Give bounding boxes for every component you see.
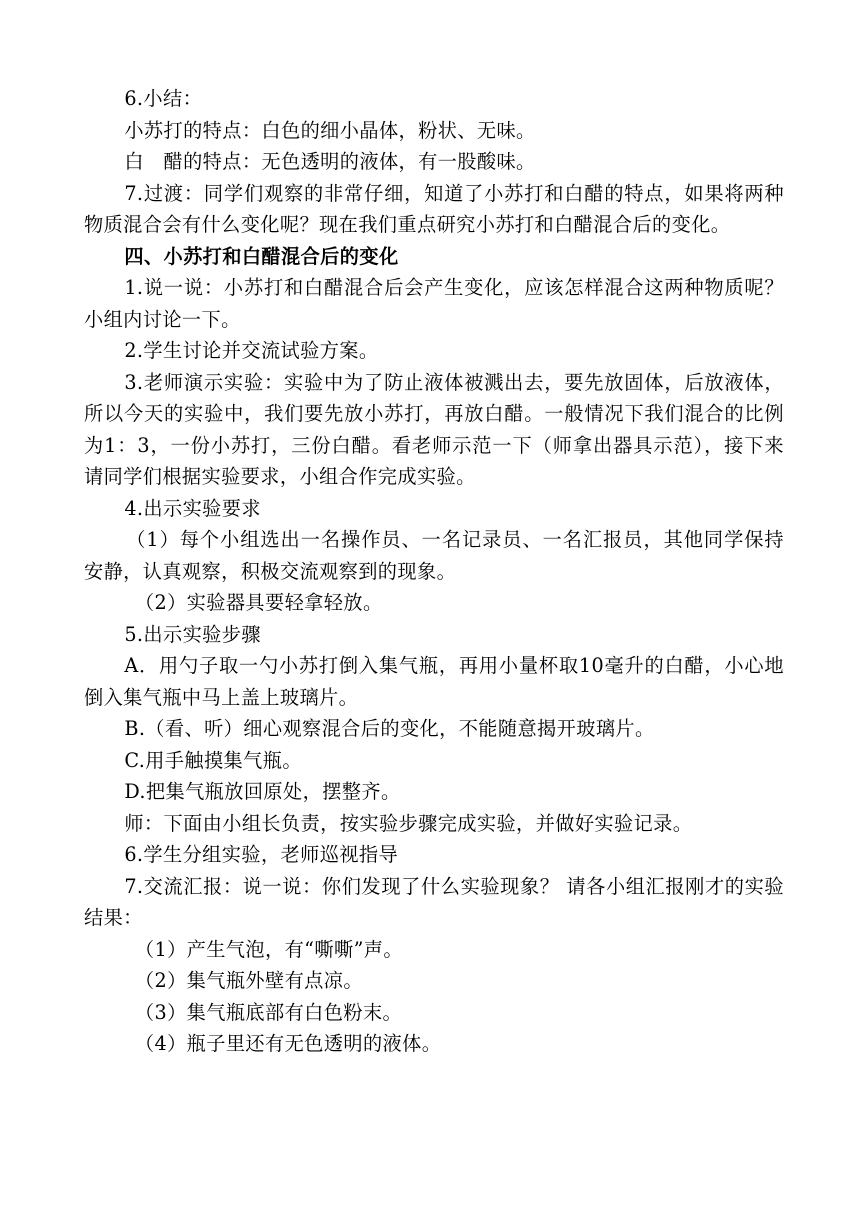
list-item-result-3: （3）集气瓶底部有白色粉末。 — [134, 1000, 403, 1024]
paragraph-summary-label: 6.小结： — [124, 87, 203, 110]
list-item-step-a: A．用勺子取一勺小苏打倒入集气瓶，再用小量杯取10毫升的白醋，小心地倒入集气瓶中马上盖上玻璃片。 — [84, 654, 784, 709]
paragraph-student-discussion: 2.学生讨论并交流试验方案。 — [124, 339, 379, 362]
paragraph-baking-soda-features: 小苏打的特点：白色的细小晶体，粉状、无味。 — [124, 118, 536, 142]
list-item-step-c: C.用手触摸集气瓶。 — [124, 748, 302, 772]
list-item-result-4: （4）瓶子里还有无色透明的液体。 — [134, 1032, 442, 1055]
list-item-step-d: D.把集气瓶放回原处，摆整齐。 — [124, 780, 401, 803]
paragraph-transition: 7.过渡：同学们观察的非常仔细，知道了小苏打和白醋的特点，如果将两种物质混合会有什么变化呢？现在我们重点研究小苏打和白醋混合后的变化。 — [84, 181, 784, 236]
paragraph-group-experiment: 6.学生分组实验，老师巡视指导 — [124, 843, 399, 866]
paragraph-vinegar-features: 白 醋的特点：无色透明的液体，有一股酸味。 — [124, 150, 536, 173]
paragraph-report: 7.交流汇报：说一说：你们发现了什么实验现象？ 请各小组汇报刚才的实验结果： — [84, 874, 784, 929]
paragraph-requirements-title: 4.出示实验要求 — [124, 496, 261, 520]
list-item-result-2: （2）集气瓶外壁有点凉。 — [134, 969, 363, 992]
list-item-requirement-2: （2）实验器具要轻拿轻放。 — [134, 591, 383, 614]
paragraph-steps-title: 5.出示实验步骤 — [124, 622, 261, 646]
document-page — [84, 83, 784, 1060]
list-item-requirement-1: （1）每个小组选出一名操作员、一名记录员、一名汇报员，其他同学保持安静，认真观察，积极交流观察到的现象。 — [84, 528, 784, 583]
section-heading-mixing: 四、小苏打和白醋混合后的变化 — [124, 244, 399, 268]
paragraph-teacher-instruction: 师：下面由小组长负责，按实验步骤完成实验，并做好实验记录。 — [124, 811, 693, 835]
paragraph-discuss: 1.说一说：小苏打和白醋混合后会产生变化，应该怎样混合这两种物质呢？小组内讨论一下。 — [84, 276, 784, 331]
paragraph-teacher-demo: 3.老师演示实验：实验中为了防止液体被溅出去，要先放固体，后放液体，所以今天的实验中，我们要先放小苏打，再放白醋。一般情况下我们混合的比例为1：3，一份小苏打，三份白醋。看老师示范一下（师拿出器具示范），接下来请同学们根据实验要求，小组合作完成实验。 — [84, 370, 784, 488]
list-item-step-b: B.（看、听）细心观察混合后的变化，不能随意揭开玻璃片。 — [124, 717, 655, 740]
list-item-result-1: （1）产生气泡，有“嘶嘶”声。 — [134, 937, 403, 961]
